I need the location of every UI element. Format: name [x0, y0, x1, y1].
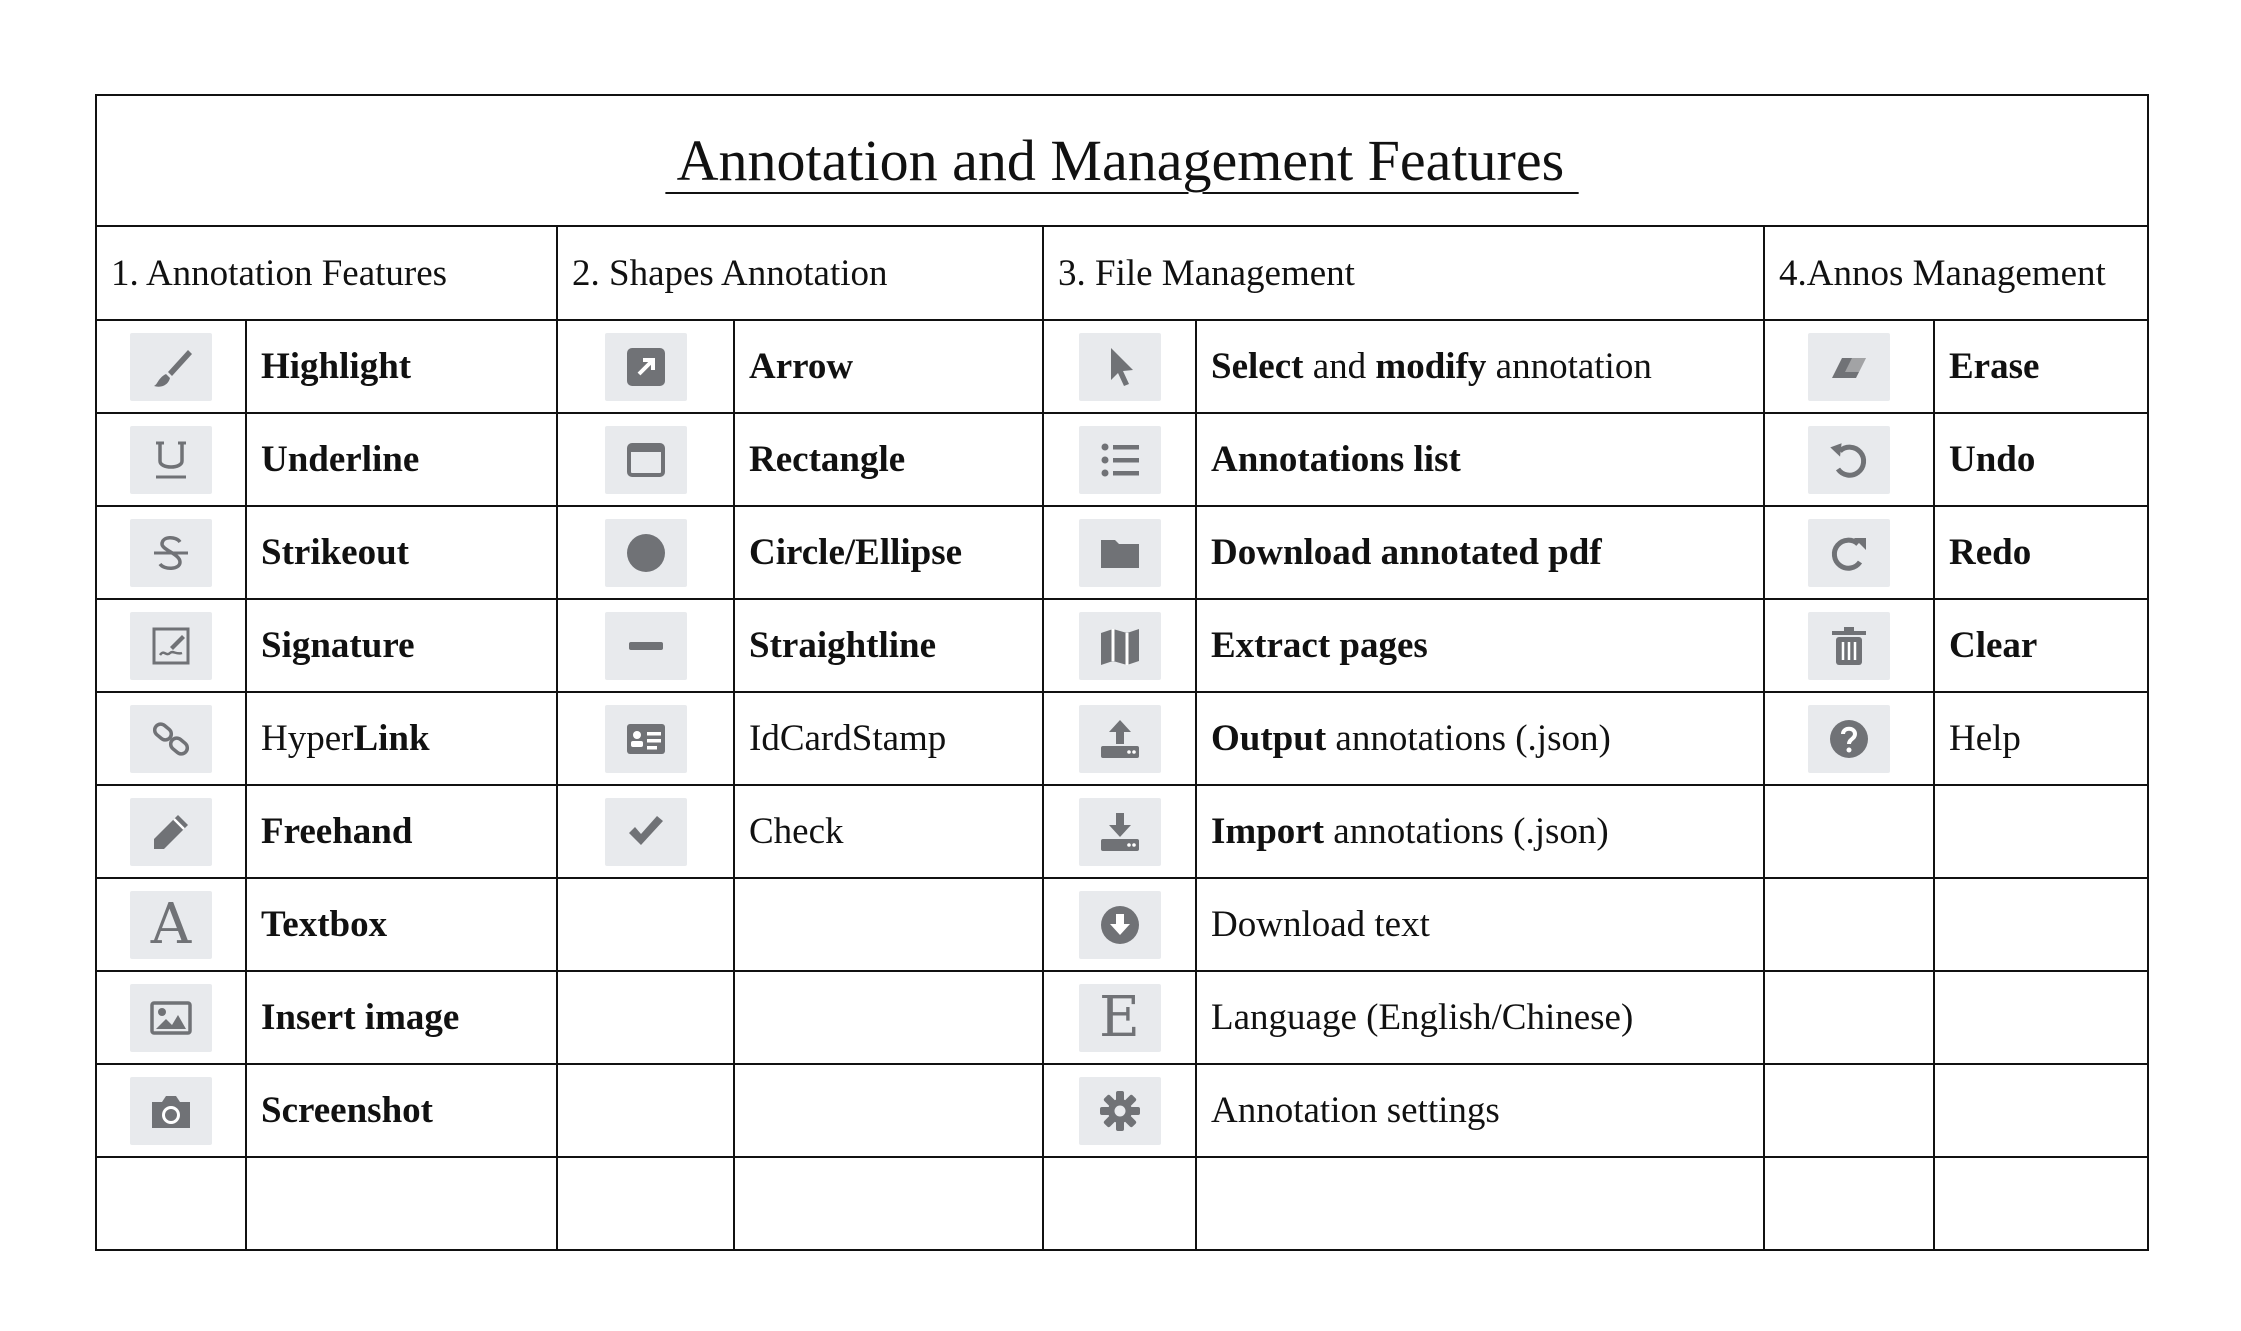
table-row [96, 599, 2148, 692]
label-cell [1934, 971, 2148, 1064]
icon-cell [1043, 1157, 1196, 1250]
feature-label-part: Check [749, 811, 844, 852]
feature-label-part: Arrow [749, 346, 854, 387]
label-cell [1196, 1157, 1764, 1250]
column-header-annotation [96, 226, 557, 320]
feature-label-part: Extract pages [1211, 625, 1428, 666]
label-cell [734, 1157, 1043, 1250]
feature-label-part: Strikeout [261, 532, 409, 573]
icon-cell [96, 599, 246, 692]
feature-label-part: Underline [261, 439, 420, 480]
undo-icon [1808, 426, 1890, 494]
label-cell [1934, 599, 2148, 692]
label-cell [1196, 599, 1764, 692]
label-cell [246, 971, 557, 1064]
underline-icon [130, 426, 212, 494]
label-cell [1934, 692, 2148, 785]
feature-label-part: Rectangle [749, 439, 906, 480]
column-heading: 4.Annos Management [1779, 252, 2106, 294]
feature-label-part: Redo [1949, 532, 2032, 573]
feature-label-part: Annotations list [1211, 439, 1461, 480]
label-cell [246, 1064, 557, 1157]
icon-cell [96, 785, 246, 878]
table-row [96, 971, 2148, 1064]
label-cell [246, 878, 557, 971]
feature-label [247, 997, 459, 1038]
icon-cell [96, 506, 246, 599]
label-cell [1934, 1064, 2148, 1157]
label-cell [1934, 785, 2148, 878]
label-cell [246, 1157, 557, 1250]
label-cell [1196, 878, 1764, 971]
feature-label [247, 718, 430, 759]
label-cell [246, 413, 557, 506]
feature-label-part: Help [1949, 718, 2021, 759]
feature-label-part: Screenshot [261, 1090, 433, 1131]
label-cell [246, 599, 557, 692]
icon-cell [1764, 1157, 1934, 1250]
feature-label [247, 811, 412, 852]
feature-label [247, 346, 411, 387]
icon-cell [557, 785, 734, 878]
feature-label [735, 625, 936, 666]
label-cell [1196, 692, 1764, 785]
feature-label [735, 346, 853, 387]
feature-label-part: Language (English/Chinese) [1211, 997, 1634, 1038]
eraser-icon [1808, 333, 1890, 401]
pencil-icon [130, 798, 212, 866]
feature-label-part: Clear [1949, 625, 2038, 666]
icon-cell [1043, 506, 1196, 599]
feature-label [735, 532, 962, 573]
feature-label-part: Download annotated pdf [1211, 532, 1602, 573]
feature-label-part: Select [1211, 346, 1304, 387]
download-circle-icon [1079, 891, 1161, 959]
feature-label-part: Import [1211, 811, 1325, 852]
table-row [96, 1064, 2148, 1157]
feature-label-part: Insert image [261, 997, 460, 1038]
icon-cell [96, 971, 246, 1064]
help-icon [1808, 705, 1890, 773]
strikeout-icon [130, 519, 212, 587]
column-header-row [96, 226, 2148, 320]
feature-label-part: Freehand [261, 811, 413, 852]
feature-label [1197, 439, 1461, 480]
redo-icon [1808, 519, 1890, 587]
table-row [96, 692, 2148, 785]
label-cell [246, 692, 557, 785]
label-cell [246, 320, 557, 413]
feature-label-part: Link [353, 718, 430, 759]
feature-label [247, 1090, 433, 1131]
feature-label [1197, 532, 1602, 573]
icon-cell [557, 320, 734, 413]
textbox-icon: A [130, 891, 212, 959]
brush-icon [130, 333, 212, 401]
feature-label-part: Signature [261, 625, 415, 666]
icon-cell [1043, 413, 1196, 506]
icon-cell [1764, 785, 1934, 878]
icon-cell [96, 692, 246, 785]
label-cell [1934, 1157, 2148, 1250]
icon-cell [557, 878, 734, 971]
icon-cell [1043, 599, 1196, 692]
feature-label-part: Erase [1949, 346, 2040, 387]
label-cell [734, 692, 1043, 785]
feature-label-part: Highlight [261, 346, 412, 387]
gear-icon [1079, 1077, 1161, 1145]
feature-label-part: Undo [1949, 439, 2036, 480]
check-icon [605, 798, 687, 866]
feature-label-part: IdCardStamp [749, 718, 947, 759]
table-row [96, 1157, 2148, 1250]
feature-label [1935, 439, 2035, 480]
feature-label-part: annotations (.json) [1324, 811, 1609, 852]
label-cell [734, 320, 1043, 413]
feature-label [1935, 346, 2039, 387]
arrow-box-icon [605, 333, 687, 401]
upload-icon [1079, 705, 1161, 773]
feature-label-part: annotations (.json) [1326, 718, 1611, 759]
icon-cell [1764, 692, 1934, 785]
feature-label-part: modify [1375, 346, 1487, 387]
table-row [96, 506, 2148, 599]
label-cell [734, 971, 1043, 1064]
rectangle-icon [605, 426, 687, 494]
feature-label-part: Output [1211, 718, 1327, 759]
feature-label [1197, 811, 1609, 852]
icon-cell [1043, 320, 1196, 413]
circle-icon [605, 519, 687, 587]
table-row [96, 878, 2148, 971]
id-card-icon [605, 705, 687, 773]
feature-label [247, 532, 409, 573]
label-cell [246, 785, 557, 878]
label-cell [1196, 413, 1764, 506]
icon-cell [1764, 599, 1934, 692]
icon-cell [557, 971, 734, 1064]
label-cell [1196, 1064, 1764, 1157]
feature-label-part: Annotation settings [1211, 1090, 1500, 1131]
feature-label [1197, 1090, 1500, 1131]
icon-cell [1043, 1064, 1196, 1157]
icon-cell [1043, 878, 1196, 971]
label-cell [734, 878, 1043, 971]
feature-label-part: Textbox [261, 904, 388, 945]
feature-label [1197, 346, 1652, 387]
icon-cell [1764, 320, 1934, 413]
feature-label [247, 625, 415, 666]
cursor-icon [1079, 333, 1161, 401]
icon-cell [557, 506, 734, 599]
trash-icon [1808, 612, 1890, 680]
column-heading: 1. Annotation Features [111, 252, 448, 294]
column-header-annos [1764, 226, 2148, 320]
column-header-shapes [557, 226, 1043, 320]
table-row [96, 413, 2148, 506]
feature-label-part: Hyper [261, 718, 354, 759]
link-icon [130, 705, 212, 773]
label-cell [1934, 506, 2148, 599]
feature-label-part: Circle/Ellipse [749, 532, 963, 573]
feature-label [1197, 718, 1611, 759]
feature-label [1197, 904, 1430, 945]
column-heading: 3. File Management [1058, 252, 1355, 294]
map-icon [1079, 612, 1161, 680]
label-cell [734, 785, 1043, 878]
page-title: Annotation and Management Features [665, 128, 1579, 193]
column-header-file [1043, 226, 1764, 320]
icon-cell [1764, 506, 1934, 599]
label-cell [1934, 320, 2148, 413]
label-cell [1196, 971, 1764, 1064]
icon-cell [1043, 692, 1196, 785]
signature-icon [130, 612, 212, 680]
icon-cell [1764, 1064, 1934, 1157]
list-icon [1079, 426, 1161, 494]
language-icon: E [1079, 984, 1161, 1052]
line-icon [605, 612, 687, 680]
feature-label [1197, 625, 1428, 666]
feature-label [1197, 997, 1633, 1038]
label-cell [246, 506, 557, 599]
icon-cell [557, 413, 734, 506]
label-cell [1934, 878, 2148, 971]
label-cell [734, 506, 1043, 599]
column-heading: 2. Shapes Annotation [572, 252, 888, 294]
download-tray-icon [1079, 798, 1161, 866]
label-cell [1196, 785, 1764, 878]
label-cell [734, 1064, 1043, 1157]
feature-label-part: Straightline [749, 625, 937, 666]
label-cell [1196, 320, 1764, 413]
feature-label [735, 439, 905, 480]
label-cell [1196, 506, 1764, 599]
label-cell [734, 599, 1043, 692]
feature-label [1935, 625, 2037, 666]
feature-label-part: Download text [1211, 904, 1430, 945]
icon-cell [1043, 971, 1196, 1064]
feature-label [1935, 718, 2021, 759]
feature-label [247, 439, 419, 480]
folder-icon [1079, 519, 1161, 587]
icon-cell [1043, 785, 1196, 878]
icon-cell [557, 599, 734, 692]
icon-cell [96, 1064, 246, 1157]
icon-cell [1764, 971, 1934, 1064]
feature-label [1935, 532, 2031, 573]
icon-cell [557, 692, 734, 785]
feature-table [95, 94, 2149, 1251]
icon-cell [1764, 413, 1934, 506]
feature-label-part: annotation [1486, 346, 1652, 387]
title-cell [96, 95, 2148, 226]
icon-cell [96, 413, 246, 506]
icon-cell [557, 1064, 734, 1157]
feature-label [735, 811, 844, 852]
icon-cell [1764, 878, 1934, 971]
table-row [96, 785, 2148, 878]
icon-cell [96, 320, 246, 413]
feature-label [735, 718, 946, 759]
label-cell [734, 413, 1043, 506]
feature-label [247, 904, 387, 945]
icon-cell [96, 878, 246, 971]
camera-icon [130, 1077, 212, 1145]
label-cell [1934, 413, 2148, 506]
feature-label-part: and [1303, 346, 1376, 387]
table-row [96, 320, 2148, 413]
image-icon [130, 984, 212, 1052]
icon-cell [96, 1157, 246, 1250]
icon-cell [557, 1157, 734, 1250]
